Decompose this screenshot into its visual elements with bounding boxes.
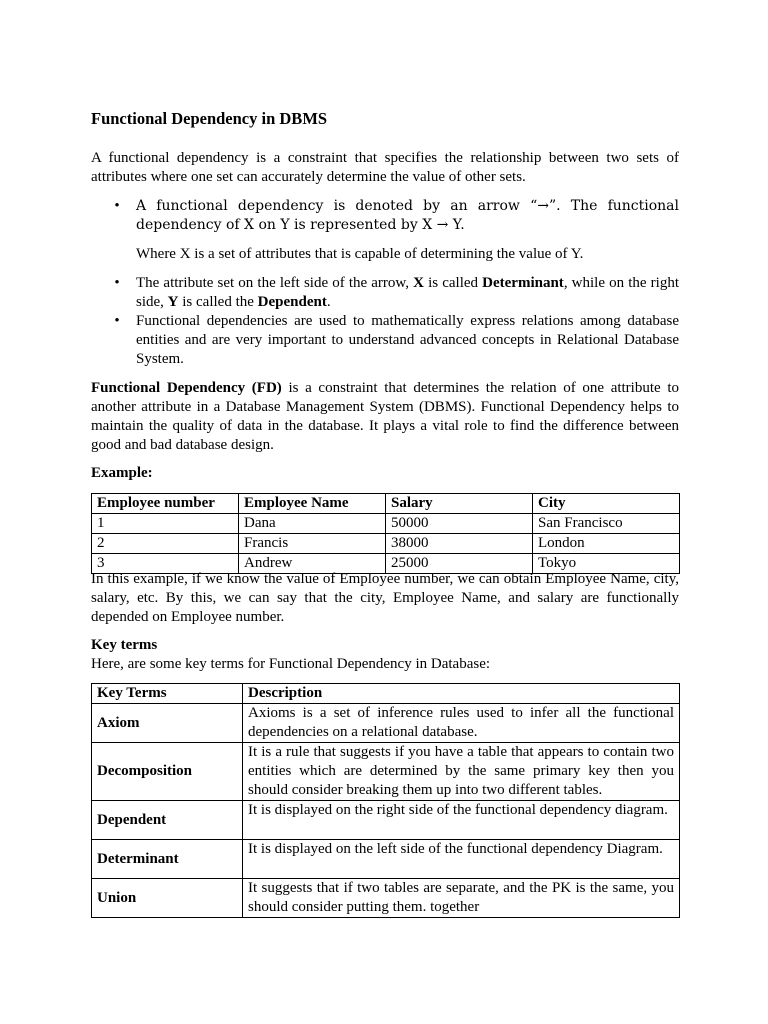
table-cell: Tokyo — [533, 554, 680, 574]
employee-table — [91, 493, 680, 574]
bullet-item-notation — [91, 197, 679, 235]
table-header-cell: Description — [243, 684, 680, 704]
table-row — [92, 879, 680, 918]
bullet-subtext-label: Where X is a set of attributes that is capable of determining the value of Y. — [136, 246, 584, 262]
description-cell: It is displayed on the right side of the functional dependency diagram. — [243, 801, 680, 840]
bullet-text: A functional dependency is denoted by an arrow “→”. The functional dependency of X on Y is represented by X → Y. — [136, 198, 679, 233]
bullet-item-usage — [91, 312, 679, 369]
description-cell: It is displayed on the left side of the functional dependency Diagram. — [243, 840, 680, 879]
table-cell: Andrew — [239, 554, 386, 574]
table-header-cell: Employee Name — [239, 494, 386, 514]
table-row — [92, 514, 680, 534]
description-cell: It suggests that if two tables are separate, and the PK is the same, you should consider putting them. together — [243, 879, 680, 918]
table-cell: London — [533, 534, 680, 554]
bullet-dot-icon: • — [114, 313, 120, 329]
bold-y: Y — [167, 294, 179, 310]
bullet-dot-icon: • — [114, 198, 120, 214]
bullet-list — [91, 197, 679, 369]
table-cell: Dana — [239, 514, 386, 534]
key-term-cell: Axiom — [92, 704, 243, 743]
key-term-cell: Decomposition — [92, 743, 243, 801]
key-term-cell: Dependent — [92, 801, 243, 840]
bullet-subtext — [91, 245, 679, 264]
table-header-cell: Salary — [386, 494, 533, 514]
table-cell: 50000 — [386, 514, 533, 534]
table-header-cell: City — [533, 494, 680, 514]
key-terms-table — [91, 683, 680, 918]
table-row — [92, 743, 680, 801]
bullet-text: Functional dependencies are used to mathematically express relations among database entities and are very important to understand advanced concepts in Relational Database System. — [136, 313, 679, 367]
table-cell: Francis — [239, 534, 386, 554]
table-header-row — [92, 494, 680, 514]
page-title: Functional Dependency in DBMS — [91, 109, 328, 128]
description-cell: It is a rule that suggests if you have a table that appears to contain two entities which are determined by the same primary key then you should consider breaking them up into two different tables. — [243, 743, 680, 801]
example-explanation: In this example, if we know the value of Employee number, we can obtain Employee Name, city, salary, etc. By this, we can say that the city, Employee Name, and salary are functionally depended on Employee number. — [91, 571, 679, 625]
table-row — [92, 704, 680, 743]
bullet-item-determinant: • The attribute set on the left side of the arrow, X is called Determinant, while on the right side, Y is called the Dependent. — [91, 274, 679, 312]
intro-paragraph: A functional dependency is a constraint that specifies the relationship between two sets of attributes where one set can accurately determine the value of other sets. — [91, 150, 679, 185]
key-terms-heading: Key terms — [91, 637, 158, 653]
example-label: Example: — [91, 465, 153, 481]
bold-determinant: Determinant — [482, 275, 564, 291]
table-row — [92, 840, 680, 879]
bold-x: X — [413, 275, 424, 291]
table-header-row — [92, 684, 680, 704]
key-term-cell: Union — [92, 879, 243, 918]
fd-definition-paragraph: Functional Dependency (FD) is a constraint that determines the relation of one attribute to another attribute in a Database Management System (DBMS). Functional Dependency helps to maintain the quality of data in the database. It plays a vital role to find the difference between good and bad database design. — [91, 380, 679, 453]
key-term-cell: Determinant — [92, 840, 243, 879]
bullet-dot-icon: • — [114, 275, 120, 291]
table-cell: San Francisco — [533, 514, 680, 534]
description-cell: Axioms is a set of inference rules used to infer all the functional dependencies on a relational database. — [243, 704, 680, 743]
table-cell: 25000 — [386, 554, 533, 574]
table-header-cell: Key Terms — [92, 684, 243, 704]
fd-bold-term: Functional Dependency (FD) — [91, 380, 282, 396]
bold-dependent: Dependent — [257, 294, 327, 310]
table-row — [92, 534, 680, 554]
table-cell: 2 — [92, 534, 239, 554]
table-cell: 3 — [92, 554, 239, 574]
key-terms-intro: Here, are some key terms for Functional Dependency in Database: — [91, 656, 491, 672]
table-row — [92, 801, 680, 840]
table-cell: 38000 — [386, 534, 533, 554]
table-header-cell: Employee number — [92, 494, 239, 514]
table-cell: 1 — [92, 514, 239, 534]
